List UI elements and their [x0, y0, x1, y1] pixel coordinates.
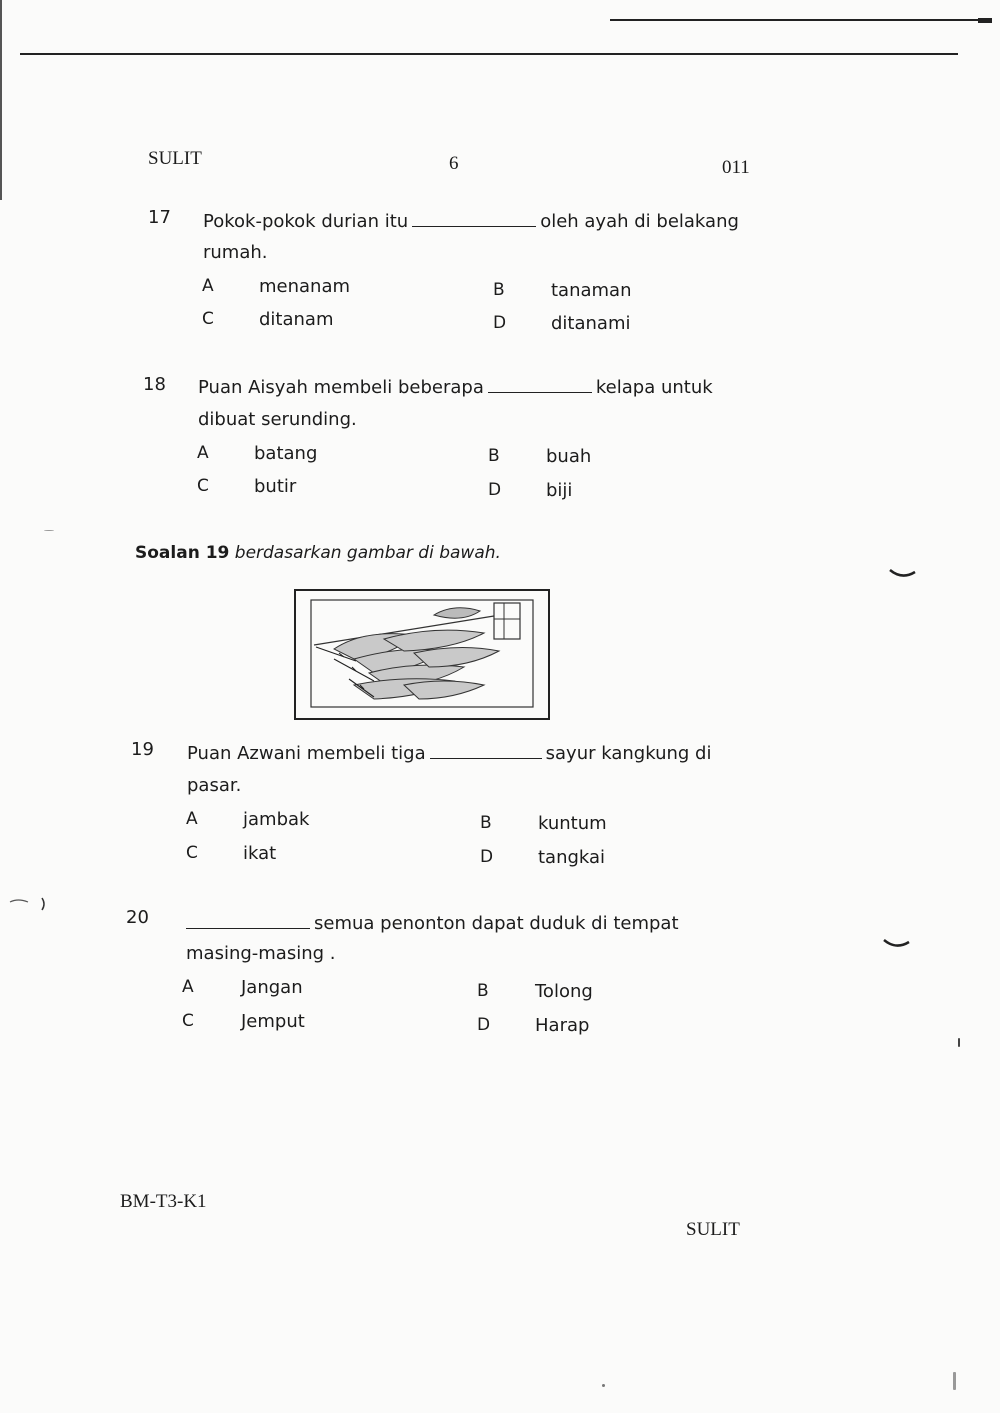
- scan-top-rule-mark: [978, 18, 992, 23]
- scan-mark-right-2: [882, 936, 912, 950]
- scan-top-rule-short: [610, 19, 985, 21]
- q18-option-c: butir: [254, 476, 297, 497]
- question-18-line1: Puan Aisyah membeli beberapa kelapa untuk: [198, 377, 713, 398]
- scan-speck: [602, 1384, 605, 1387]
- answer-blank: [430, 744, 542, 759]
- q17-option-a-letter: A: [202, 276, 214, 296]
- q18-option-b-letter: B: [488, 446, 500, 466]
- question-20-line2: masing-masing .: [186, 943, 336, 964]
- page-number: 6: [449, 153, 459, 174]
- question-18-line2: dibuat serunding.: [198, 409, 357, 430]
- scan-left-edge: [0, 0, 2, 200]
- scan-mark-left: [8, 896, 48, 914]
- paper-code: 011: [722, 157, 750, 178]
- scan-speck: [953, 1372, 956, 1390]
- q20-option-b-letter: B: [477, 981, 489, 1001]
- q20-option-a-letter: A: [182, 977, 194, 997]
- instruction-line: Soalan 19 berdasarkan gambar di bawah.: [135, 543, 501, 563]
- scan-top-rule-long: [20, 53, 958, 55]
- q17-option-c: ditanam: [259, 309, 334, 330]
- q18-option-c-letter: C: [197, 476, 209, 496]
- q19-option-b: kuntum: [538, 813, 607, 834]
- q20-option-c-letter: C: [182, 1011, 194, 1031]
- footer-sulit: SULIT: [686, 1219, 740, 1240]
- q20-option-d: Harap: [535, 1015, 590, 1036]
- q17-option-d-letter: D: [493, 313, 507, 333]
- question-19-line1: Puan Azwani membeli tiga sayur kangkung di: [187, 743, 712, 764]
- q19-option-a-letter: A: [186, 809, 198, 829]
- q19-option-a: jambak: [243, 809, 310, 830]
- scan-mark-right-1: [888, 566, 918, 580]
- illustration-svg: [294, 589, 550, 720]
- scan-speck: [44, 530, 54, 531]
- question-17-line2: rumah.: [203, 242, 268, 263]
- q17-option-b: tanaman: [551, 280, 632, 301]
- answer-blank: [186, 914, 310, 929]
- question-17-number: 17: [148, 207, 171, 228]
- q17-option-a: menanam: [259, 276, 351, 297]
- question-20-line1: semua penonton dapat duduk di tempat: [186, 913, 679, 934]
- q19-option-c: ikat: [243, 843, 277, 864]
- q17-option-c-letter: C: [202, 309, 214, 329]
- q18-option-b: buah: [546, 446, 592, 467]
- q20-option-b: Tolong: [535, 981, 593, 1002]
- question-18-number: 18: [143, 374, 166, 395]
- question-19-number: 19: [131, 739, 154, 760]
- scan-speck: [958, 1038, 960, 1047]
- q19-option-d-letter: D: [480, 847, 494, 867]
- footer-code: BM-T3-K1: [120, 1191, 207, 1212]
- q19-option-b-letter: B: [480, 813, 492, 833]
- question-19-line2: pasar.: [187, 775, 242, 796]
- q19-option-c-letter: C: [186, 843, 198, 863]
- q18-option-d-letter: D: [488, 480, 502, 500]
- q17-option-d: ditanami: [551, 313, 631, 334]
- header-sulit: SULIT: [148, 148, 202, 169]
- q18-option-a: batang: [254, 443, 318, 464]
- q20-option-c: Jemput: [241, 1011, 305, 1032]
- q18-option-d: biji: [546, 480, 573, 501]
- q18-option-a-letter: A: [197, 443, 209, 463]
- q20-option-d-letter: D: [477, 1015, 491, 1035]
- question-20-number: 20: [126, 907, 149, 928]
- q19-option-d: tangkai: [538, 847, 606, 868]
- answer-blank: [412, 212, 536, 227]
- answer-blank: [488, 378, 592, 393]
- kangkung-bundles-illustration: [294, 589, 550, 720]
- question-17-line1: Pokok-pokok durian itu oleh ayah di belakang: [203, 211, 739, 232]
- q17-option-b-letter: B: [493, 280, 505, 300]
- q20-option-a: Jangan: [241, 977, 303, 998]
